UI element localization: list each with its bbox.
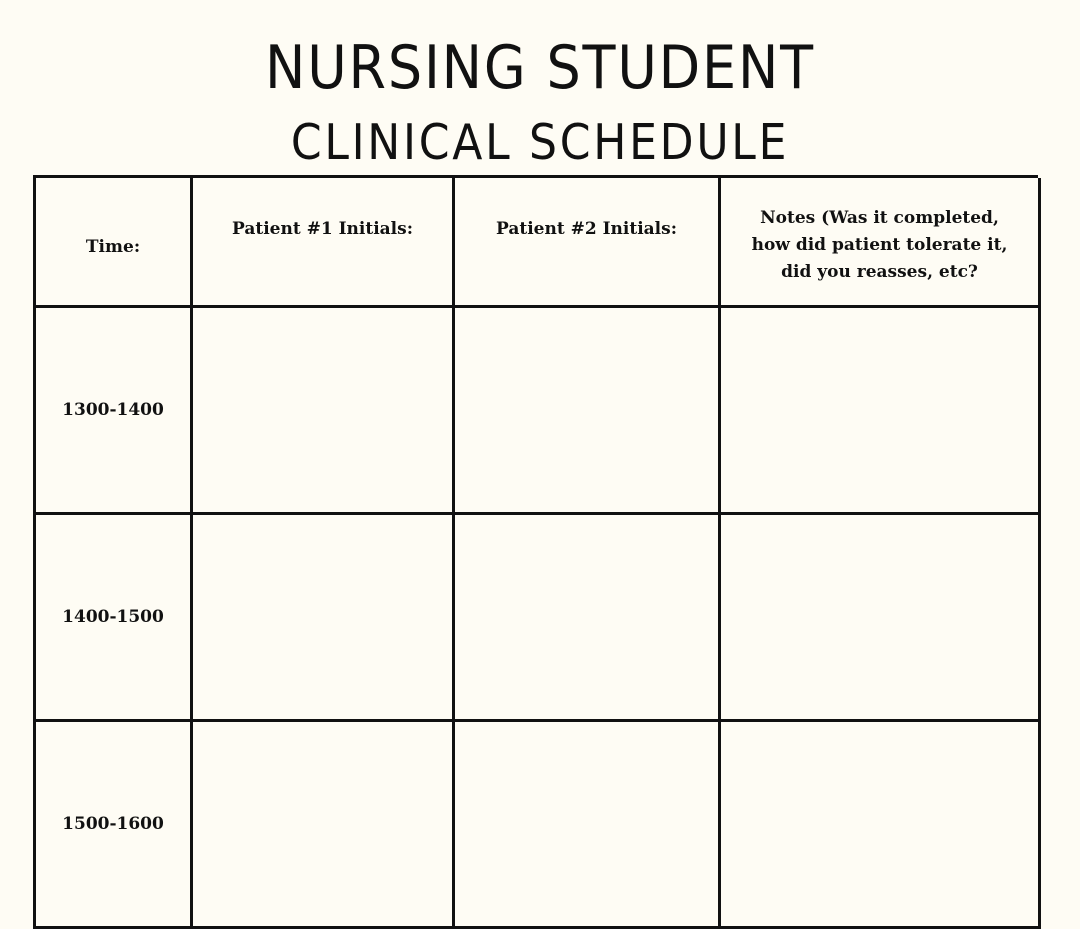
time-slot-1400-1500: 1400-1500 xyxy=(36,515,193,722)
notes-cell-row-1[interactable] xyxy=(721,308,1041,515)
patient-2-cell-row-2[interactable] xyxy=(455,515,721,722)
notes-cell-row-3[interactable] xyxy=(721,722,1041,929)
time-slot-1300-1400: 1300-1400 xyxy=(36,308,193,515)
notes-cell-row-2[interactable] xyxy=(721,515,1041,722)
patient-1-cell-row-3[interactable] xyxy=(193,722,455,929)
header-time: Time: xyxy=(36,178,193,308)
patient-1-cell-row-1[interactable] xyxy=(193,308,455,515)
header-patient-2-initials: Patient #2 Initials: xyxy=(455,178,721,308)
clinical-schedule-table xyxy=(33,175,1038,929)
page-title: NURSING STUDENT xyxy=(265,33,815,103)
patient-1-cell-row-2[interactable] xyxy=(193,515,455,722)
header-patient-1-initials: Patient #1 Initials: xyxy=(193,178,455,308)
time-slot-1500-1600: 1500-1600 xyxy=(36,722,193,929)
patient-2-cell-row-3[interactable] xyxy=(455,722,721,929)
patient-2-cell-row-1[interactable] xyxy=(455,308,721,515)
header-notes: Notes (Was it completed, how did patient tolerate it, did you reasses, etc? xyxy=(721,178,1041,308)
page-subtitle: CLINICAL SCHEDULE xyxy=(290,114,790,171)
